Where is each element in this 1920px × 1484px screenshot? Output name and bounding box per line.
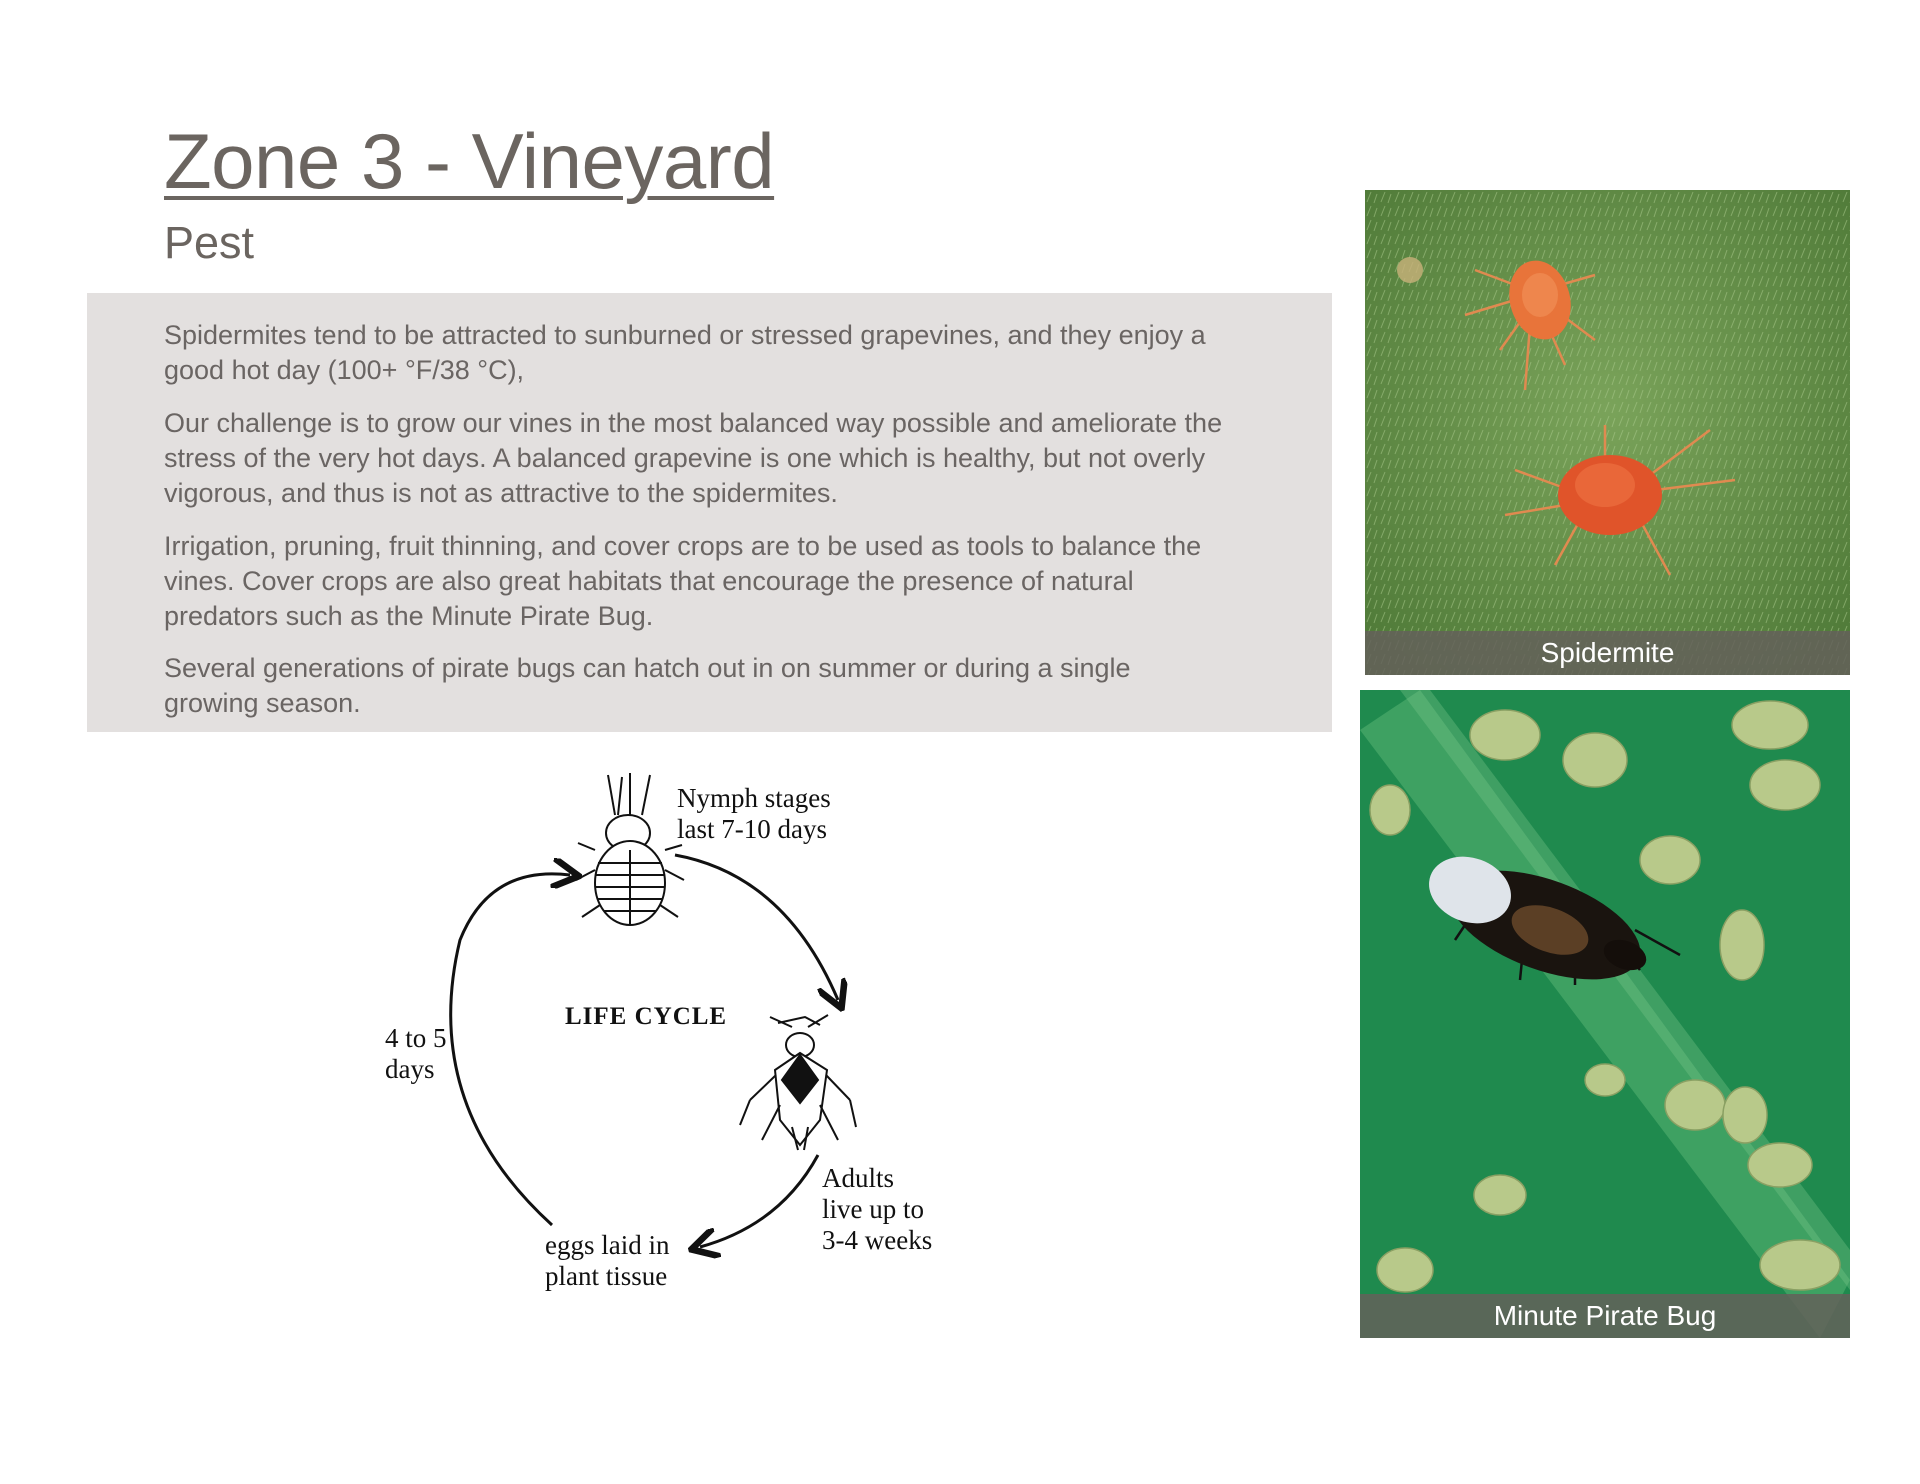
- paragraph-tools: Irrigation, pruning, fruit thinning, and cover crops are to be used as tools to balance the vines. Cover crops are also great habitats that encourage the presence of natural predators such as the Minute Pirate Bug.: [164, 531, 1202, 631]
- pirate-bug-image: [1360, 690, 1850, 1338]
- spidermite-image: [1365, 190, 1850, 675]
- life-cycle-title: LIFE CYCLE: [565, 1003, 728, 1030]
- life-cycle-diagram: [380, 755, 960, 1305]
- page-title: Zone 3 - Vineyard: [164, 117, 775, 205]
- pirate-bug-caption: Minute Pirate Bug: [1360, 1294, 1850, 1338]
- pirate-bug-photo: [1360, 690, 1850, 1338]
- spidermite-caption: Spidermite: [1365, 631, 1850, 675]
- nymph-icon: [576, 773, 684, 925]
- paragraph-generations: Several generations of pirate bugs can hatch out in on summer or during a single growing season.: [164, 653, 1131, 718]
- adult-bug-icon: [740, 1015, 856, 1150]
- spidermite-photo: [1365, 190, 1850, 675]
- nymph-stage-label: Nymph stages last 7-10 days: [677, 783, 831, 844]
- arrow-adult-to-eggs: [700, 1155, 818, 1247]
- page-subtitle: Pest: [164, 217, 255, 268]
- adult-stage-label: Adults live up to 3-4 weeks: [822, 1163, 933, 1255]
- paragraph-challenge: Our challenge is to grow our vines in the most balanced way possible and ameliorate the stress of the very hot days. A balanced grapevine is one which is healthy, but not overly vigorous, and thus is not as attractive to the spidermites.: [164, 408, 1223, 508]
- egg-duration-label: 4 to 5 days: [385, 1023, 447, 1084]
- arrow-nymph-to-adult: [675, 855, 838, 1000]
- arrow-eggs-to-nymph: [451, 874, 570, 1225]
- eggs-stage-label: eggs laid in plant tissue: [545, 1230, 670, 1291]
- paragraph-spidermites: Spidermites tend to be attracted to sunburned or stressed grapevines, and they enjoy a good hot day (100+ °F/38 °C),: [164, 320, 1206, 385]
